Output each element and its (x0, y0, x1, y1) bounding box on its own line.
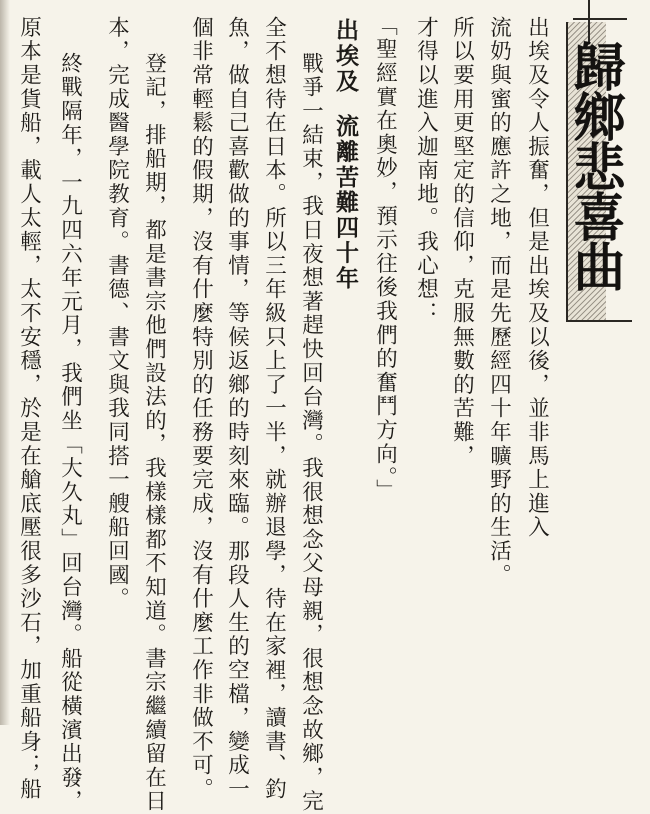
article-title: 歸鄉悲喜曲 (564, 40, 625, 290)
intro-line-2: 流奶與蜜的應許之地，而是先歷經四十年曠野的生活。 (486, 16, 512, 588)
intro-line-1: 出埃及令人振奮，但是出埃及以後，並非馬上進入 (524, 16, 550, 540)
title-cross-mark-vertical (588, 0, 590, 44)
body-line-8: 原本是貨船，載人太輕，太不安穩，於是在艙底壓很多沙石，加重船身；船 (16, 16, 42, 802)
body-line-7: 終戰隔年，一九四六年元月，我們坐「大久丸」回台灣。船從橫濱出發， (57, 52, 83, 814)
section-heading-line-1: 出埃及 (332, 18, 359, 94)
intro-line-3: 所以要用更堅定的信仰，克服無數的苦難， (449, 16, 475, 469)
body-line-6: 本，完成醫學院教育。書德、書文與我同搭一艘船回國。 (104, 16, 130, 611)
section-heading-line-2: 流離苦難四十年 (332, 114, 359, 292)
body-line-5: 登記，排船期，都是書宗他們設法的，我樣樣都不知道。書宗繼續留在日 (141, 52, 167, 814)
page-edge-shadow (0, 0, 10, 725)
body-line-4: 個非常輕鬆的假期，沒有什麼特別的任務要完成，沒有什麼工作非做不可。 (188, 16, 214, 802)
title-cross-mark-horizontal (573, 18, 627, 20)
body-line-2: 全不想待在日本。所以三年級只上了一半，就辦退學，待在家裡，讀書、釣 (261, 16, 287, 802)
intro-line-4: 才得以進入迦南地。我心想： (413, 16, 439, 326)
body-line-3: 魚，做自己喜歡做的事情，等候返鄉的時刻來臨。那段人生的空檔，變成一 (224, 16, 250, 802)
intro-quote-line: 「聖經實在奧妙，預示往後我們的奮鬥方向。」 (372, 14, 398, 504)
body-line-1: 戰爭一結束，我日夜想著趕快回台灣。我很想念父母親，很想念故鄉，完 (298, 52, 324, 814)
